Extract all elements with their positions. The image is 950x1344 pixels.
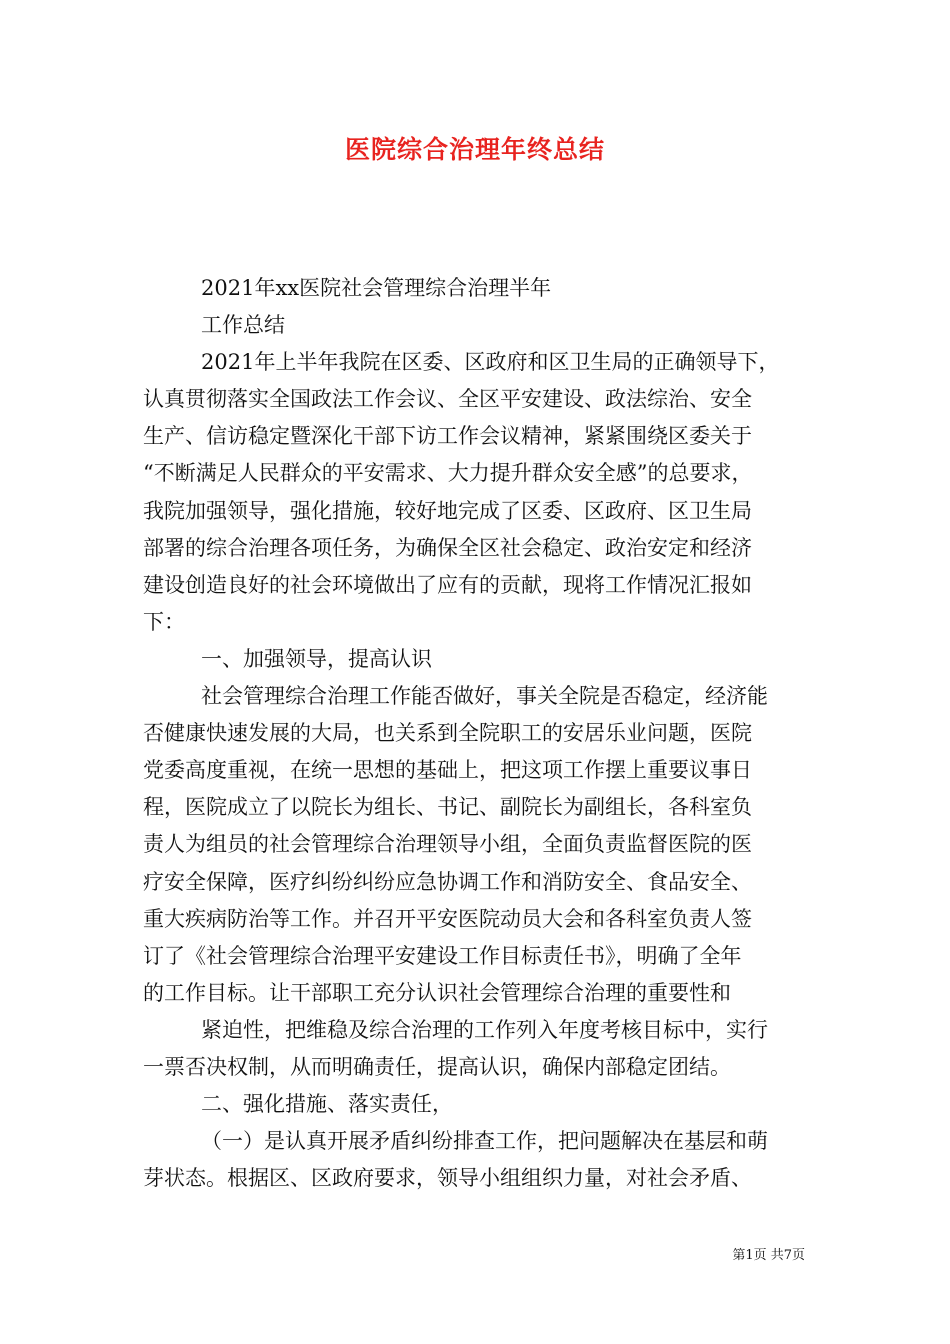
paragraph-line: 责人为组员的社会管理综合治理领导小组，全面负责监督医院的医	[143, 832, 752, 857]
paragraph-line: 我院加强领导，强化措施，较好地完成了区委、区政府、区卫生局	[143, 498, 752, 523]
paragraph-line: 2021年上半年我院在区委、区政府和区卫生局的正确领导下，	[201, 350, 780, 375]
paragraph-line: 程，医院成立了以院长为组长、书记、副院长为副组长，各科室负	[143, 795, 752, 820]
document-body	[143, 270, 815, 1197]
paragraph-line: 订了《社会管理综合治理平安建设工作目标责任书》，明确了全年	[143, 943, 742, 968]
paragraph-line: 否健康快速发展的大局，也关系到全院职工的安居乐业问题，医院	[143, 721, 752, 746]
paragraph-line: 工作总结	[201, 313, 285, 338]
paragraph-line: 一票否决权制，从而明确责任，提高认识，确保内部稳定团结。	[143, 1054, 731, 1079]
page-footer: 第1页 共7页	[732, 1248, 805, 1263]
paragraph-line: 的工作目标。让干部职工充分认识社会管理综合治理的重要性和	[143, 980, 731, 1005]
paragraph-line: （一）是认真开展矛盾纠纷排查工作，把问题解决在基层和萌	[201, 1129, 768, 1154]
paragraph-line: “不断满足人民群众的平安需求、大力提升群众安全感”的总要求，	[143, 461, 753, 486]
paragraph-line: 一、加强领导，提高认识	[201, 646, 432, 671]
paragraph-line: 紧迫性，把维稳及综合治理的工作列入年度考核目标中，实行	[201, 1017, 768, 1042]
paragraph-line: 下：	[143, 609, 185, 634]
paragraph-line: 2021年xx医院社会管理综合治理半年	[201, 276, 552, 300]
paragraph-line: 疗安全保障，医疗纠纷纠纷应急协调工作和消防安全、食品安全、	[143, 869, 752, 894]
paragraph-line: 认真贯彻落实全国政法工作会议、全区平安建设、政法综治、安全	[143, 387, 752, 412]
document-title: 医院综合治理年终总结	[344, 135, 605, 164]
paragraph-line: 二、强化措施、落实责任，	[201, 1092, 453, 1117]
paragraph-line: 重大疾病防治等工作。并召开平安医院动员大会和各科室负责人签	[143, 906, 752, 931]
paragraph-line: 建设创造良好的社会环境做出了应有的贡献，现将工作情况汇报如	[143, 572, 752, 597]
paragraph-line: 社会管理综合治理工作能否做好，事关全院是否稳定，经济能	[201, 684, 768, 709]
paragraph-line: 生产、信访稳定暨深化干部下访工作会议精神，紧紧围绕区委关于	[143, 424, 752, 449]
paragraph-line: 党委高度重视，在统一思想的基础上，把这项工作摆上重要议事日	[143, 758, 752, 783]
paragraph-line: 芽状态。根据区、区政府要求，领导小组组织力量，对社会矛盾、	[143, 1166, 752, 1191]
paragraph-line: 部署的综合治理各项任务，为确保全区社会稳定、政治安定和经济	[143, 535, 752, 560]
